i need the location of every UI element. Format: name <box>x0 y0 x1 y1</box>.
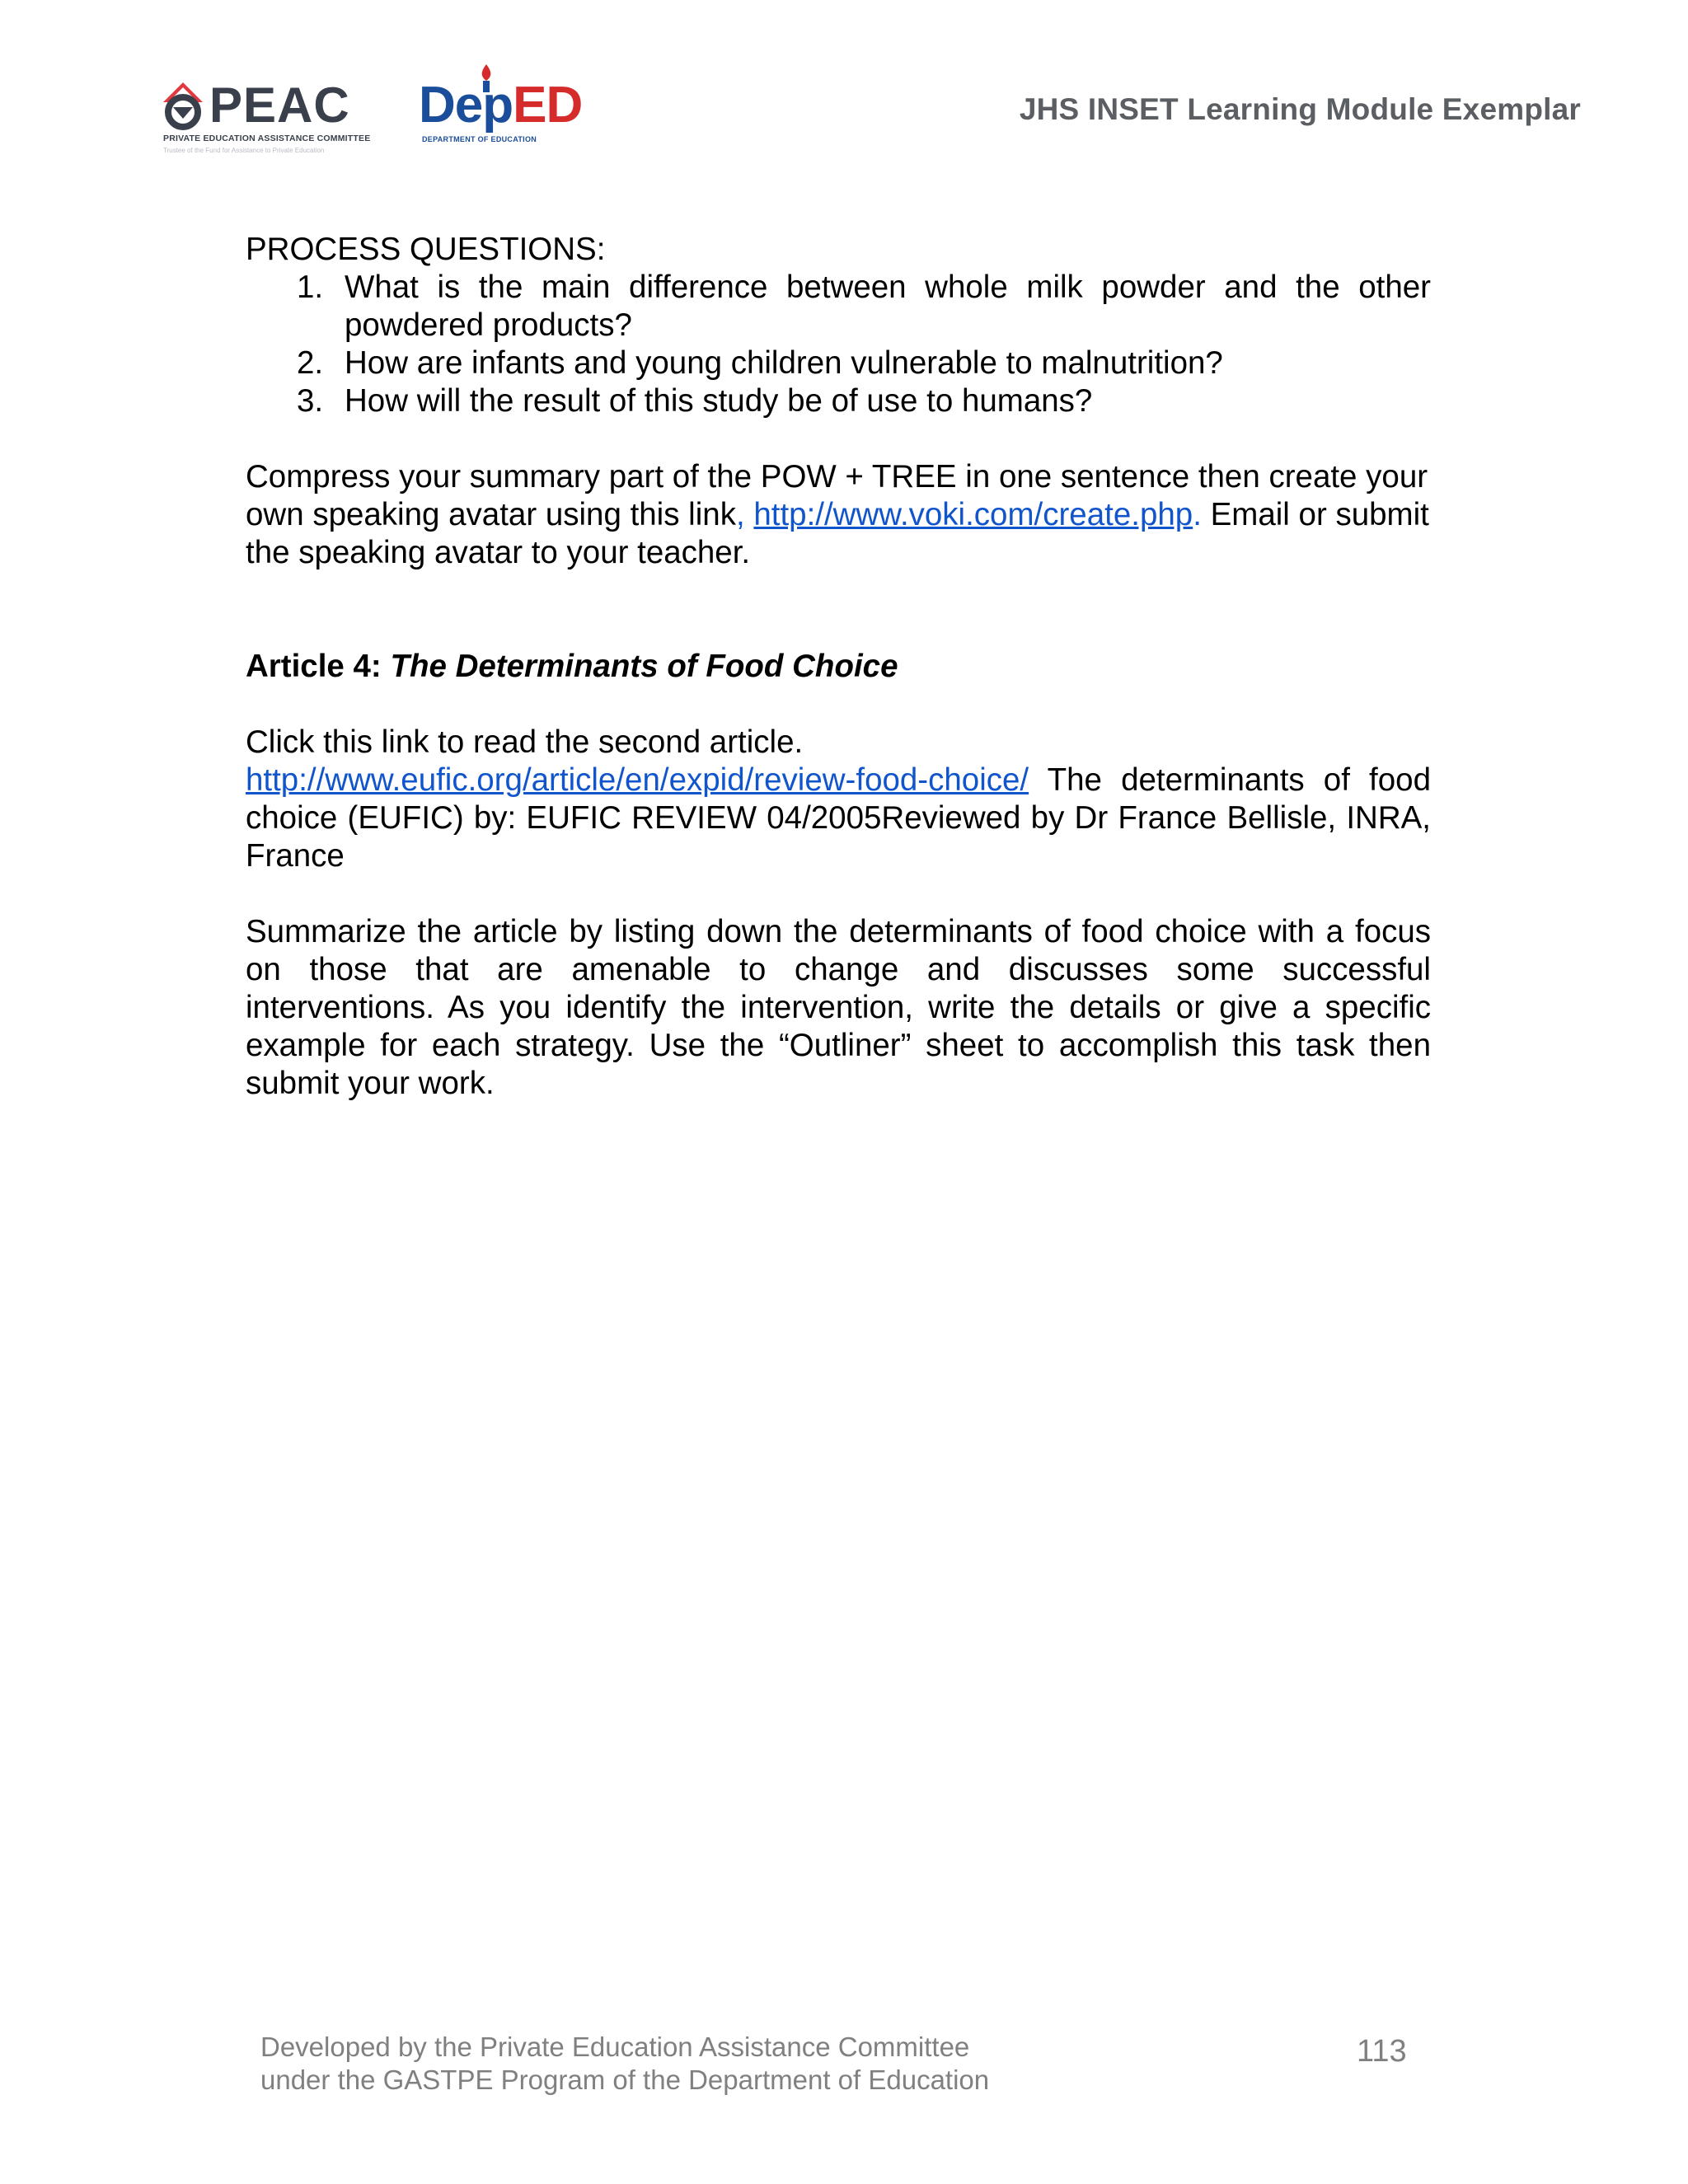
list-item-text: How are infants and young children vulnerable to malnutrition? <box>345 345 1223 381</box>
summary-instruction: Summarize the article by listing down the determinants of food choice with a focus on those that are amenable to change and discusses some successful interventions. As you identify the intervention, write the details or give a specific example for each strategy. Use the “Outliner” sheet to accomplish this task then submit your work. <box>246 914 1431 1101</box>
deped-subtitle: DEPARTMENT OF EDUCATION <box>422 135 537 143</box>
process-questions-label: PROCESS QUESTIONS: <box>246 232 606 267</box>
link-separator: , <box>735 497 754 532</box>
list-item-text: What is the main difference between whole milk powder and the other powdered products? <box>345 269 1431 343</box>
compress-text-after: Email or submit the speaking avatar to your teacher. <box>246 497 1429 570</box>
list-item <box>246 344 1431 382</box>
list-item-text: How will the result of this study be of use to humans? <box>345 383 1093 419</box>
peac-logo <box>162 76 386 155</box>
deped-word-part1: Dep <box>419 77 513 134</box>
list-item-number: 2. <box>297 345 324 381</box>
footer-line-2: under the GASTPE Program of the Department of Education <box>260 2064 990 2095</box>
module-title: JHS INSET Learning Module Exemplar <box>1019 92 1581 126</box>
footer <box>260 2031 989 2097</box>
citation-text: The determinants of food choice (EUFIC) by: EUFIC REVIEW 04/2005Reviewed by Dr France Bellisle, INRA, France <box>246 762 1431 874</box>
article-title: The Determinants of Food Choice <box>390 649 898 684</box>
article-heading <box>246 648 1431 686</box>
peac-subtitle: PRIVATE EDUCATION ASSISTANCE COMMITTEE <box>163 134 371 143</box>
deped-wordmark <box>419 76 582 135</box>
deped-logo <box>419 64 583 143</box>
link-period: . <box>1193 497 1202 532</box>
deped-word-part2: ED <box>513 77 583 134</box>
page-content <box>246 231 1431 1103</box>
article-label: Article 4: <box>246 649 391 684</box>
peac-emblem-icon <box>162 81 204 134</box>
page-number: 113 <box>1357 2034 1407 2069</box>
list-item-number: 1. <box>297 269 324 305</box>
compress-text: Compress your summary part of the POW + TREE in one sentence then create your own speaking avatar using this link <box>246 459 1428 532</box>
peac-tagline: Trustee of the Fund for Assistance to Private Education <box>163 147 325 154</box>
article-citation <box>246 762 1431 875</box>
list-item-number: 3. <box>297 383 324 419</box>
peac-wordmark: PEAC <box>209 77 350 133</box>
process-questions-list <box>246 269 1431 420</box>
footer-line-1: Developed by the Private Education Assistance Committee <box>260 2032 970 2062</box>
list-item <box>246 382 1431 420</box>
click-instruction: Click this link to read the second article. <box>246 724 804 760</box>
compress-instruction <box>246 458 1431 572</box>
voki-link[interactable]: http://www.voki.com/create.php <box>753 497 1193 532</box>
list-item <box>246 269 1431 344</box>
eufic-link[interactable]: http://www.eufic.org/article/en/expid/review-food-choice/ <box>246 762 1029 798</box>
